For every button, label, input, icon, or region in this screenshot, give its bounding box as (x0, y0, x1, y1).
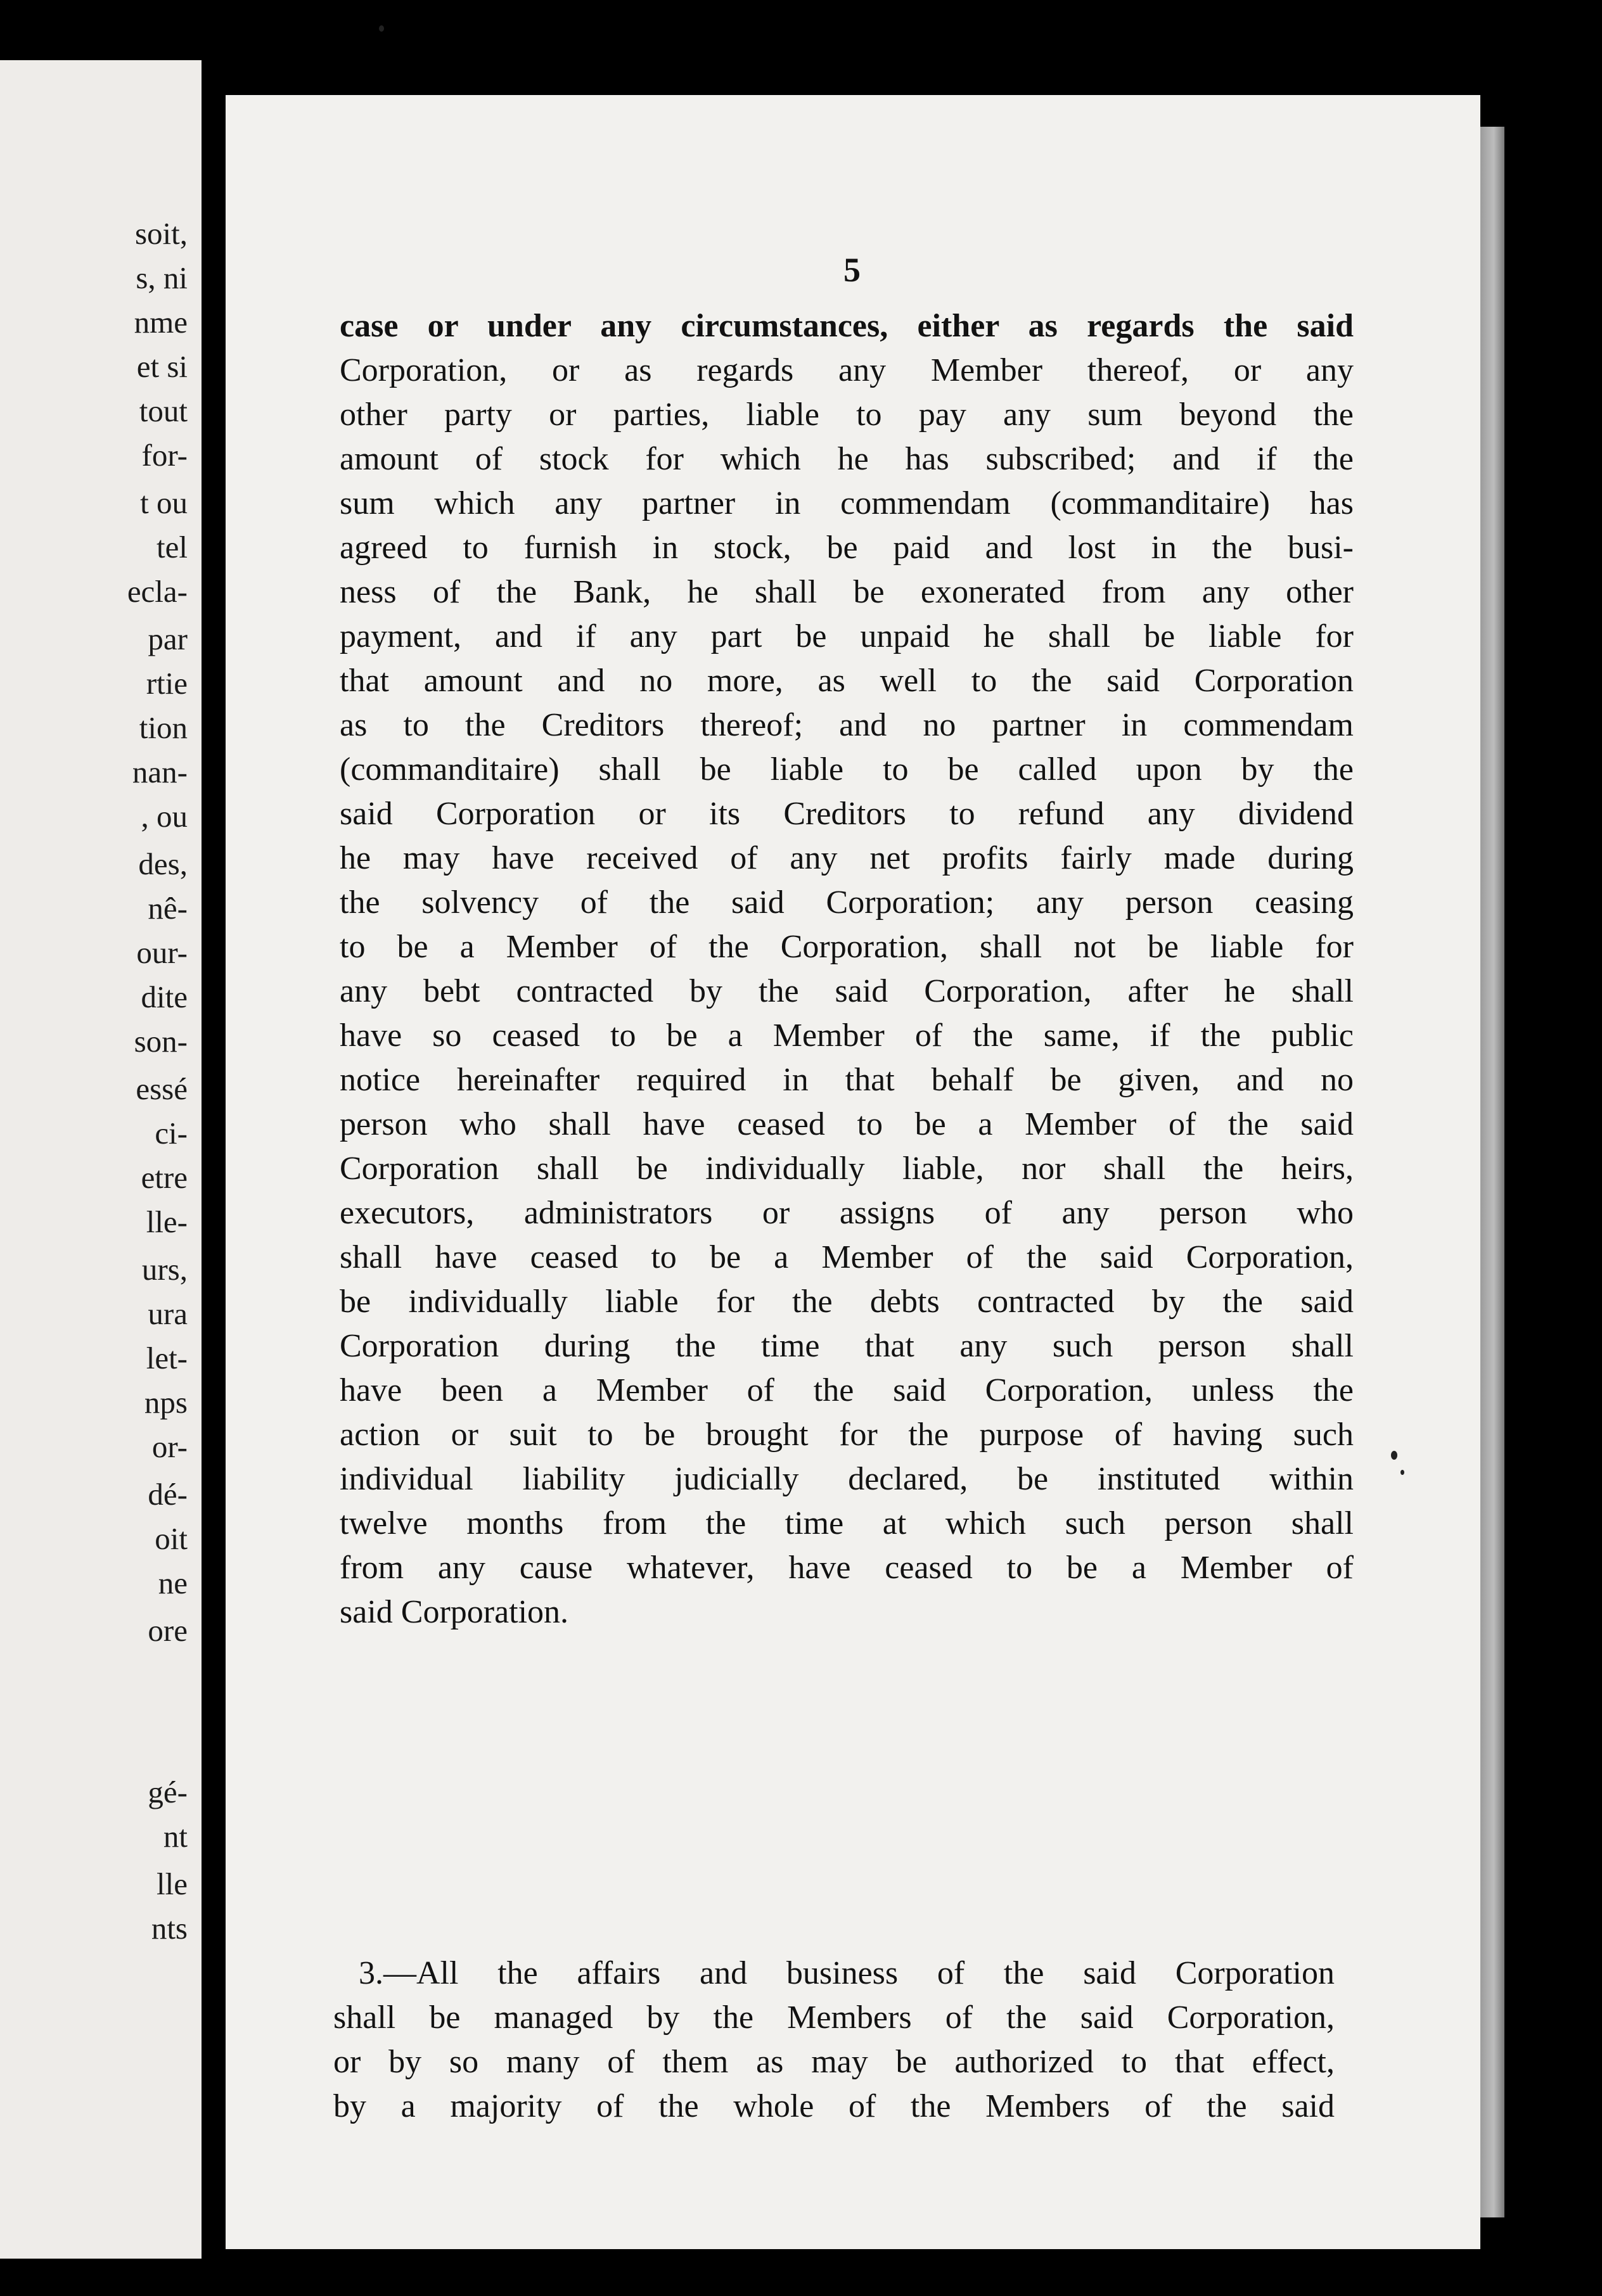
left-page-line: par (148, 622, 188, 656)
text-line: Corporation during the time that any such person shall (340, 1328, 1354, 1364)
text-line: said Corporation. (340, 1594, 569, 1630)
left-page-line: lle- (146, 1204, 188, 1239)
left-page-line: et si (136, 349, 188, 384)
left-page-line: s, ni (136, 260, 188, 295)
text-line: 3.—All the affairs and business of the said Corporation (359, 1955, 1335, 1991)
text-line: from any cause whatever, have ceased to be a Member of (340, 1550, 1354, 1586)
left-page-line: , ou (141, 799, 188, 834)
left-page-line: tel (157, 530, 188, 564)
page-gutter (202, 60, 226, 2259)
text-line: he may have received of any net profits fairly made during (340, 840, 1354, 876)
left-page-line: des, (138, 846, 188, 881)
left-page-line: dite (141, 979, 188, 1014)
left-page-line: etre (141, 1160, 188, 1195)
text-line: or by so many of them as may be authorized to that effect, (333, 2044, 1335, 2080)
paragraph-continued (340, 304, 1354, 1635)
left-page-line: oit (155, 1521, 188, 1556)
left-page-line: essé (136, 1071, 188, 1106)
left-facing-page (0, 60, 202, 2259)
scan-speck (379, 25, 384, 32)
left-page-line: nts (151, 1911, 188, 1946)
text-line: have so ceased to be a Member of the same, if the public (340, 1017, 1354, 1054)
text-line: to be a Member of the Corporation, shall not be liable for (340, 929, 1354, 965)
left-page-line: soit, (134, 216, 188, 251)
left-page-line: urs, (141, 1252, 188, 1287)
text-line: ness of the Bank, he shall be exonerated from any other (340, 574, 1354, 610)
page-edge (1480, 127, 1504, 2217)
text-line: shall have ceased to be a Member of the said Corporation, (340, 1239, 1354, 1275)
left-page-line: ura (148, 1296, 188, 1331)
text-line: other party or parties, liable to pay any sum beyond the (340, 397, 1354, 433)
left-page-line: tion (139, 710, 188, 745)
text-line: shall be managed by the Members of the said Corporation, (333, 1999, 1335, 2036)
text-line: Corporation, or as regards any Member thereof, or any (340, 352, 1354, 388)
text-line: any bebt contracted by the said Corporation, after he shall (340, 973, 1354, 1009)
text-line: amount of stock for which he has subscribed; and if the (340, 441, 1354, 477)
text-line: action or suit to be brought for the purpose of having such (340, 1417, 1354, 1453)
text-line: Corporation shall be individually liable, nor shall the heirs, (340, 1151, 1354, 1187)
left-page-line: nt (163, 1819, 188, 1854)
left-page-line: t ou (140, 485, 188, 520)
left-page-line: rtie (146, 666, 188, 701)
left-page-line: ci- (155, 1116, 188, 1151)
left-page-line: ecla- (127, 574, 188, 609)
text-line: be individually liable for the debts contracted by the said (340, 1284, 1354, 1320)
left-page-line: dé- (148, 1477, 188, 1512)
text-line: case or under any circumstances, either as regards the said (340, 308, 1354, 344)
text-line: twelve months from the time at which such person shall (340, 1505, 1354, 1541)
text-line: executors, administrators or assigns of any person who (340, 1195, 1354, 1231)
left-page-line: lle (157, 1866, 188, 1901)
left-page-line: nan- (132, 755, 188, 789)
text-line: person who shall have ceased to be a Member of the said (340, 1106, 1354, 1142)
text-line: said Corporation or its Creditors to refund any dividend (340, 796, 1354, 832)
text-line: notice hereinafter required in that behalf be given, and no (340, 1062, 1354, 1098)
main-page (226, 95, 1480, 2249)
left-page-line: for- (141, 438, 188, 473)
text-line: as to the Creditors thereof; and no partner in commendam (340, 707, 1354, 743)
text-line: agreed to furnish in stock, be paid and lost in the busi- (340, 530, 1354, 566)
left-page-line: ore (148, 1613, 188, 1648)
text-line: (commanditaire) shall be liable to be called upon by the (340, 751, 1354, 788)
section-3-paragraph (333, 1951, 1335, 2129)
left-page-line: our- (136, 935, 188, 970)
left-page-line: or- (151, 1429, 188, 1464)
text-line: that amount and no more, as well to the said Corporation (340, 663, 1354, 699)
text-line: individual liability judicially declared, be instituted within (340, 1461, 1354, 1497)
page-number: 5 (843, 251, 861, 289)
left-page-line: tout (139, 393, 188, 428)
text-line: the solvency of the said Corporation; any person ceasing (340, 884, 1354, 921)
left-page-line: son- (134, 1024, 188, 1059)
scan-speck (1400, 1470, 1404, 1475)
left-page-line: let- (146, 1341, 188, 1375)
left-page-line: nps (144, 1385, 188, 1420)
text-line: sum which any partner in commendam (commanditaire) has (340, 485, 1354, 521)
text-line: by a majority of the whole of the Members of the said (333, 2088, 1335, 2124)
left-page-line: nê- (148, 891, 188, 926)
left-page-line: gé- (148, 1775, 188, 1809)
left-page-line: nme (134, 305, 188, 340)
text-line: have been a Member of the said Corporation, unless the (340, 1372, 1354, 1408)
scan-speck (1391, 1451, 1397, 1460)
text-line: payment, and if any part be unpaid he shall be liable for (340, 618, 1354, 654)
left-page-line: ne (158, 1566, 188, 1600)
